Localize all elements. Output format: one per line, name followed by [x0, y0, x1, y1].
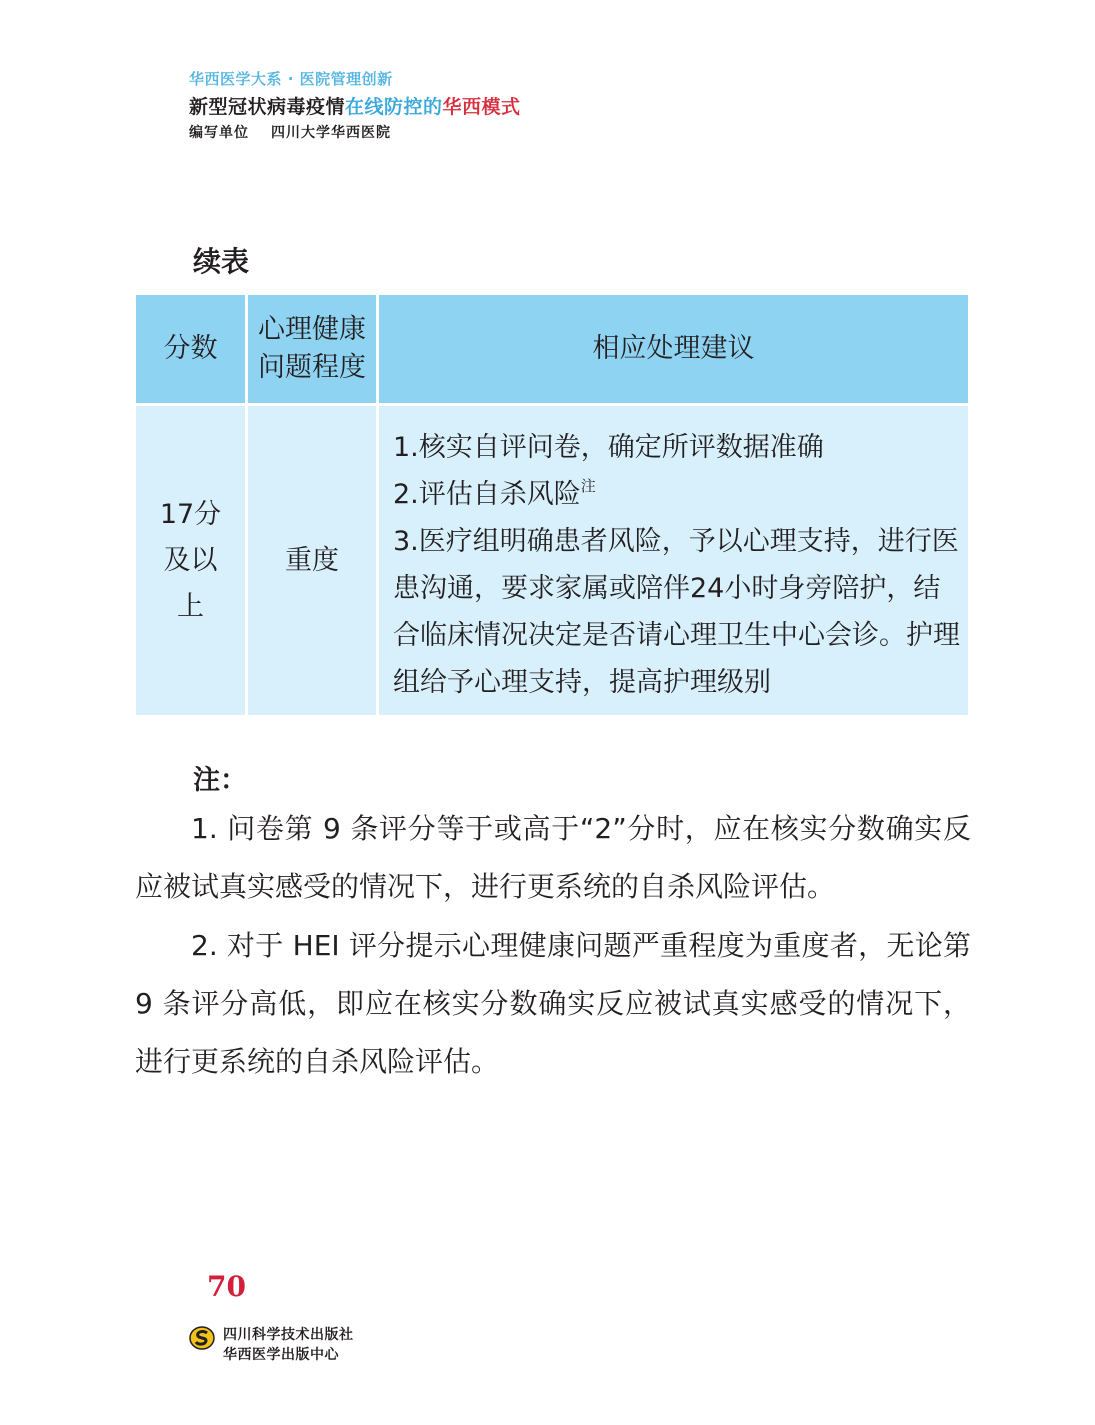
advice-item-2: 2.评估自杀风险$^注$ [393, 477, 596, 510]
notes-heading: 注： [193, 765, 247, 796]
assessment-table [136, 295, 968, 715]
editor-line [189, 122, 391, 142]
page-number: 70 [207, 1270, 246, 1303]
cell-level: 重度 [248, 406, 376, 715]
header-advice: 相应处理建议 [379, 295, 968, 403]
publisher-name-2: 华西医学出版中心 [223, 1347, 339, 1363]
note-marker: 注 [580, 477, 596, 495]
header-level: 心理健康问题程度 [248, 295, 376, 403]
series-title: 华西医学大系 · 医院管理创新 [189, 70, 393, 88]
advice-item-3: 3.医疗组明确患者风险，予以心理支持，进行医患沟通，要求家属或陪伴24小时身旁陪护，结合临床情况决定是否请心理卫生中心会诊。护理组给予心理支持，提高护理级别 [393, 526, 960, 698]
table-caption: 续表 [193, 245, 250, 278]
note-item-2: 2. 对于 HEI 评分提示心理健康问题严重程度为重度者，无论第 9 条评分高低，即应在核实分数确实反应被试真实感受的情况下，进行更系统的自杀风险评估。 [135, 929, 971, 1078]
book-title-part2: 在线防控的 [345, 96, 443, 118]
book-title-part1: 新型冠状病毒疫情 [189, 96, 346, 118]
book-title [189, 92, 521, 119]
cell-score: 17分及以上 [136, 406, 245, 715]
advice-item-1: 1.核实自评问卷，确定所评数据准确 [393, 432, 824, 463]
publisher-logo-icon [189, 1325, 215, 1351]
editor-name: 四川大学华西医院 [271, 125, 391, 141]
cell-advice [379, 406, 968, 715]
book-title-part3: 华西模式 [442, 96, 521, 118]
publisher-name-1: 四川科学技术出版社 [223, 1327, 354, 1343]
header-score: 分数 [136, 295, 245, 403]
editor-label: 编写单位 [189, 125, 249, 141]
note-item-1: 1. 问卷第 9 条评分等于或高于“2”分时，应在核实分数确实反应被试真实感受的情况下，进行更系统的自杀风险评估。 [135, 812, 971, 903]
